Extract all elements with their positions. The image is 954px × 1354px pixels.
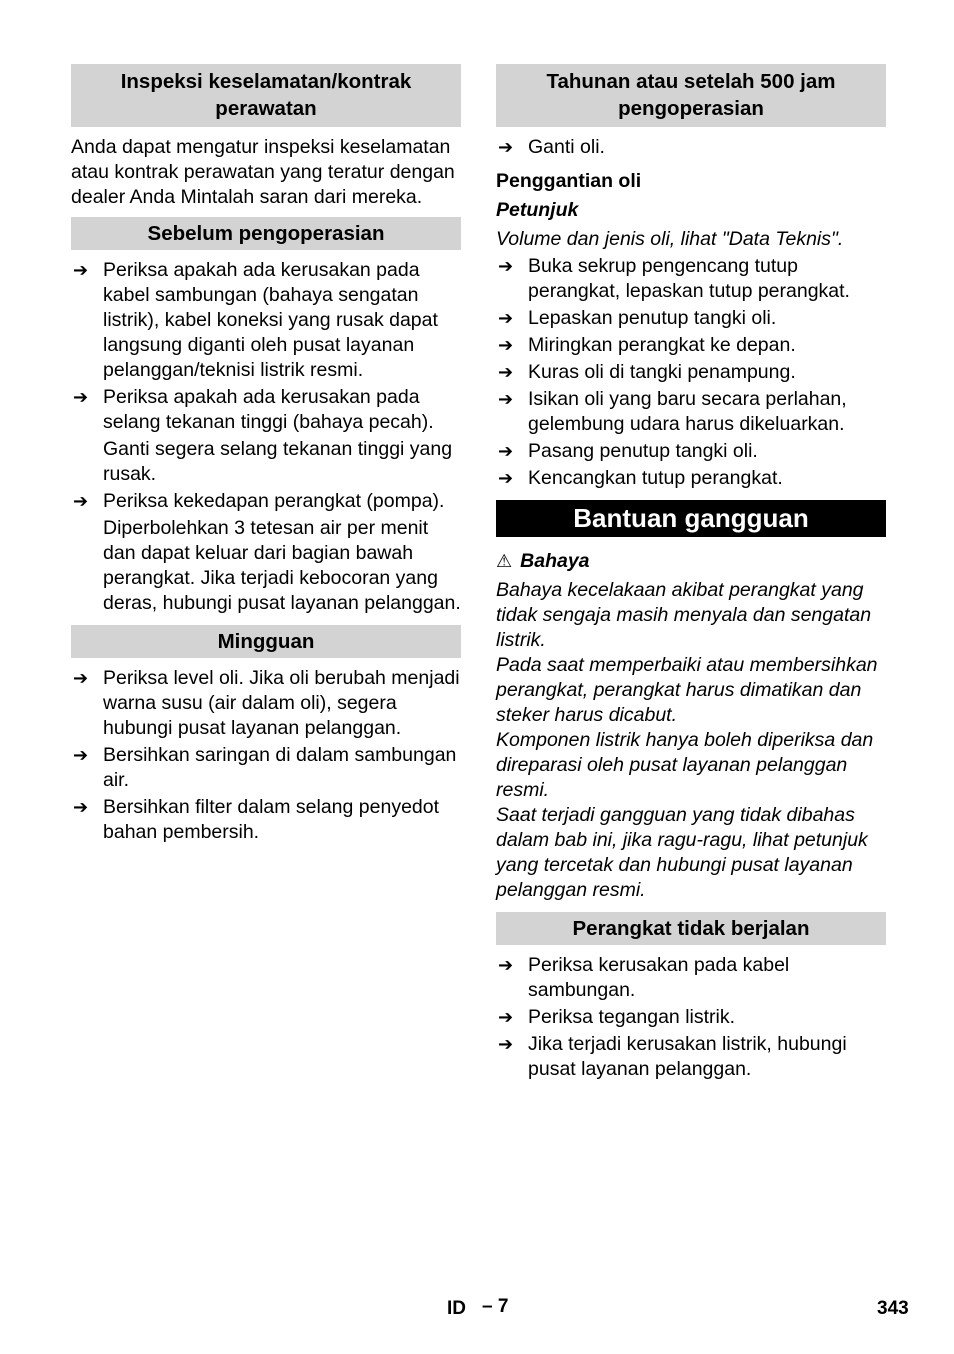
note-text: Volume dan jenis oli, lihat "Data Teknis". <box>496 228 844 250</box>
list-item <box>496 135 886 160</box>
list-item <box>496 254 886 304</box>
arrow-icon: ➔ <box>73 491 89 512</box>
arrow-icon: ➔ <box>498 1007 514 1028</box>
arrow-icon: ➔ <box>498 362 514 383</box>
section-heading-yearly: Tahunan atau setelah 500 jam pengoperasian <box>496 64 886 127</box>
arrow-icon: ➔ <box>73 668 89 689</box>
arrow-icon: ➔ <box>498 955 514 976</box>
list-item <box>496 466 886 491</box>
danger-label: Bahaya <box>520 550 590 572</box>
arrow-icon: ➔ <box>498 335 514 356</box>
list-item <box>71 489 461 616</box>
list-item <box>71 743 461 793</box>
list-item <box>71 385 461 487</box>
arrow-icon: ➔ <box>73 387 89 408</box>
list-item-text: Periksa tegangan listrik. <box>528 1006 736 1028</box>
list-item-text: Periksa kerusakan pada kabel sambungan. <box>528 954 790 1001</box>
before-operation-list <box>71 258 461 616</box>
list-item <box>496 439 886 464</box>
list-item-text: Bersihkan filter dalam selang penyedot bahan pembersih. <box>103 796 440 843</box>
warning-icon: ⚠ <box>496 551 513 572</box>
footer-section-page: – 7 <box>482 1296 509 1317</box>
list-item-text: Miringkan perangkat ke depan. <box>528 334 796 356</box>
danger-heading <box>496 549 886 574</box>
list-item-text: Lepaskan penutup tangki oli. <box>528 307 777 329</box>
arrow-icon: ➔ <box>73 745 89 766</box>
list-item-text: Buka sekrup pengencang tutup perangkat, lepaskan tutup perangkat. <box>528 255 850 302</box>
list-item <box>496 1032 886 1082</box>
list-item-text: Periksa kekedapan perangkat (pompa). <box>103 490 445 512</box>
danger-paragraph: Pada saat memperbaiki atau membersihkan perangkat, perangkat harus dimatikan dan steker harus dicabut. <box>496 654 878 726</box>
arrow-icon: ➔ <box>73 797 89 818</box>
section-heading-before-operation: Sebelum pengoperasian <box>71 217 461 250</box>
section-heading-troubleshooting: Bantuan gangguan <box>496 500 886 537</box>
list-item <box>496 387 886 437</box>
note-label: Petunjuk <box>496 199 579 221</box>
list-item-text: Isikan oli yang baru secara perlahan, gelembung udara harus dikeluarkan. <box>528 388 847 435</box>
list-item-text: Periksa apakah ada kerusakan pada kabel sambungan (bahaya sengatan listrik), kabel koneksi yang rusak dapat langsung diganti oleh pusat layanan pelanggan/teknisi listrik resmi. <box>103 259 438 381</box>
list-item-text: Ganti oli. <box>528 136 605 158</box>
arrow-icon: ➔ <box>498 137 514 158</box>
section-heading-device-not-running: Perangkat tidak berjalan <box>496 912 886 945</box>
list-item <box>496 360 886 385</box>
list-item-text: Kuras oli di tangki penampung. <box>528 361 796 383</box>
arrow-icon: ➔ <box>498 308 514 329</box>
inspection-paragraph: Anda dapat mengatur inspeksi keselamatan atau kontrak perawatan yang teratur dengan dealer Anda Mintalah saran dari mereka. <box>71 136 455 208</box>
footer-language: ID <box>447 1298 466 1319</box>
list-item-extra-text: Ganti segera selang tekanan tinggi yang rusak. <box>103 438 453 485</box>
device-not-running-list <box>496 953 886 1082</box>
danger-text <box>496 578 886 903</box>
list-item-text: Periksa apakah ada kerusakan pada selang tekanan tinggi (bahaya pecah). <box>103 386 434 433</box>
list-item <box>71 666 461 741</box>
list-item-text: Jika terjadi kerusakan listrik, hubungi pusat layanan pelanggan. <box>528 1033 847 1080</box>
arrow-icon: ➔ <box>498 1034 514 1055</box>
danger-paragraph: Komponen listrik hanya boleh diperiksa dan direparasi oleh pusat layanan pelanggan resmi. <box>496 729 874 801</box>
list-item <box>496 333 886 358</box>
arrow-icon: ➔ <box>498 468 514 489</box>
weekly-list <box>71 666 461 845</box>
right-column <box>496 64 886 1082</box>
list-item <box>496 1005 886 1030</box>
list-item <box>496 953 886 1003</box>
section-heading-inspection: Inspeksi keselamatan/kontrak perawatan <box>71 64 461 127</box>
list-item <box>71 795 461 845</box>
list-item-text: Periksa level oli. Jika oli berubah menjadi warna susu (air dalam oli), segera hubungi pusat layanan pelanggan. <box>103 667 460 739</box>
section-heading-weekly: Mingguan <box>71 625 461 658</box>
arrow-icon: ➔ <box>73 260 89 281</box>
list-item <box>71 258 461 383</box>
oil-change-list <box>496 254 886 491</box>
danger-paragraph: Saat terjadi gangguan yang tidak dibahas dalam bab ini, jika ragu-ragu, lihat petunjuk yang tercetak dan hubungi pusat layanan pelanggan resmi. <box>496 804 868 901</box>
list-item-text: Bersihkan saringan di dalam sambungan air. <box>103 744 457 791</box>
list-item-extra-text: Diperbolehkan 3 tetesan air per menit dan dapat keluar dari bagian bawah perangkat. Jika terjadi kebocoran yang deras, hubungi pusat layanan pelanggan. <box>103 517 461 614</box>
left-column <box>71 64 461 845</box>
arrow-icon: ➔ <box>498 389 514 410</box>
footer-page-number: 343 <box>877 1298 909 1319</box>
danger-paragraph: Bahaya kecelakaan akibat perangkat yang tidak sengaja masih menyala dan sengatan listrik. <box>496 579 872 651</box>
yearly-list <box>496 135 886 160</box>
arrow-icon: ➔ <box>498 441 514 462</box>
list-item-text: Pasang penutup tangki oli. <box>528 440 758 462</box>
list-item <box>496 306 886 331</box>
oil-change-title: Penggantian oli <box>496 170 642 192</box>
list-item-text: Kencangkan tutup perangkat. <box>528 467 783 489</box>
arrow-icon: ➔ <box>498 256 514 277</box>
